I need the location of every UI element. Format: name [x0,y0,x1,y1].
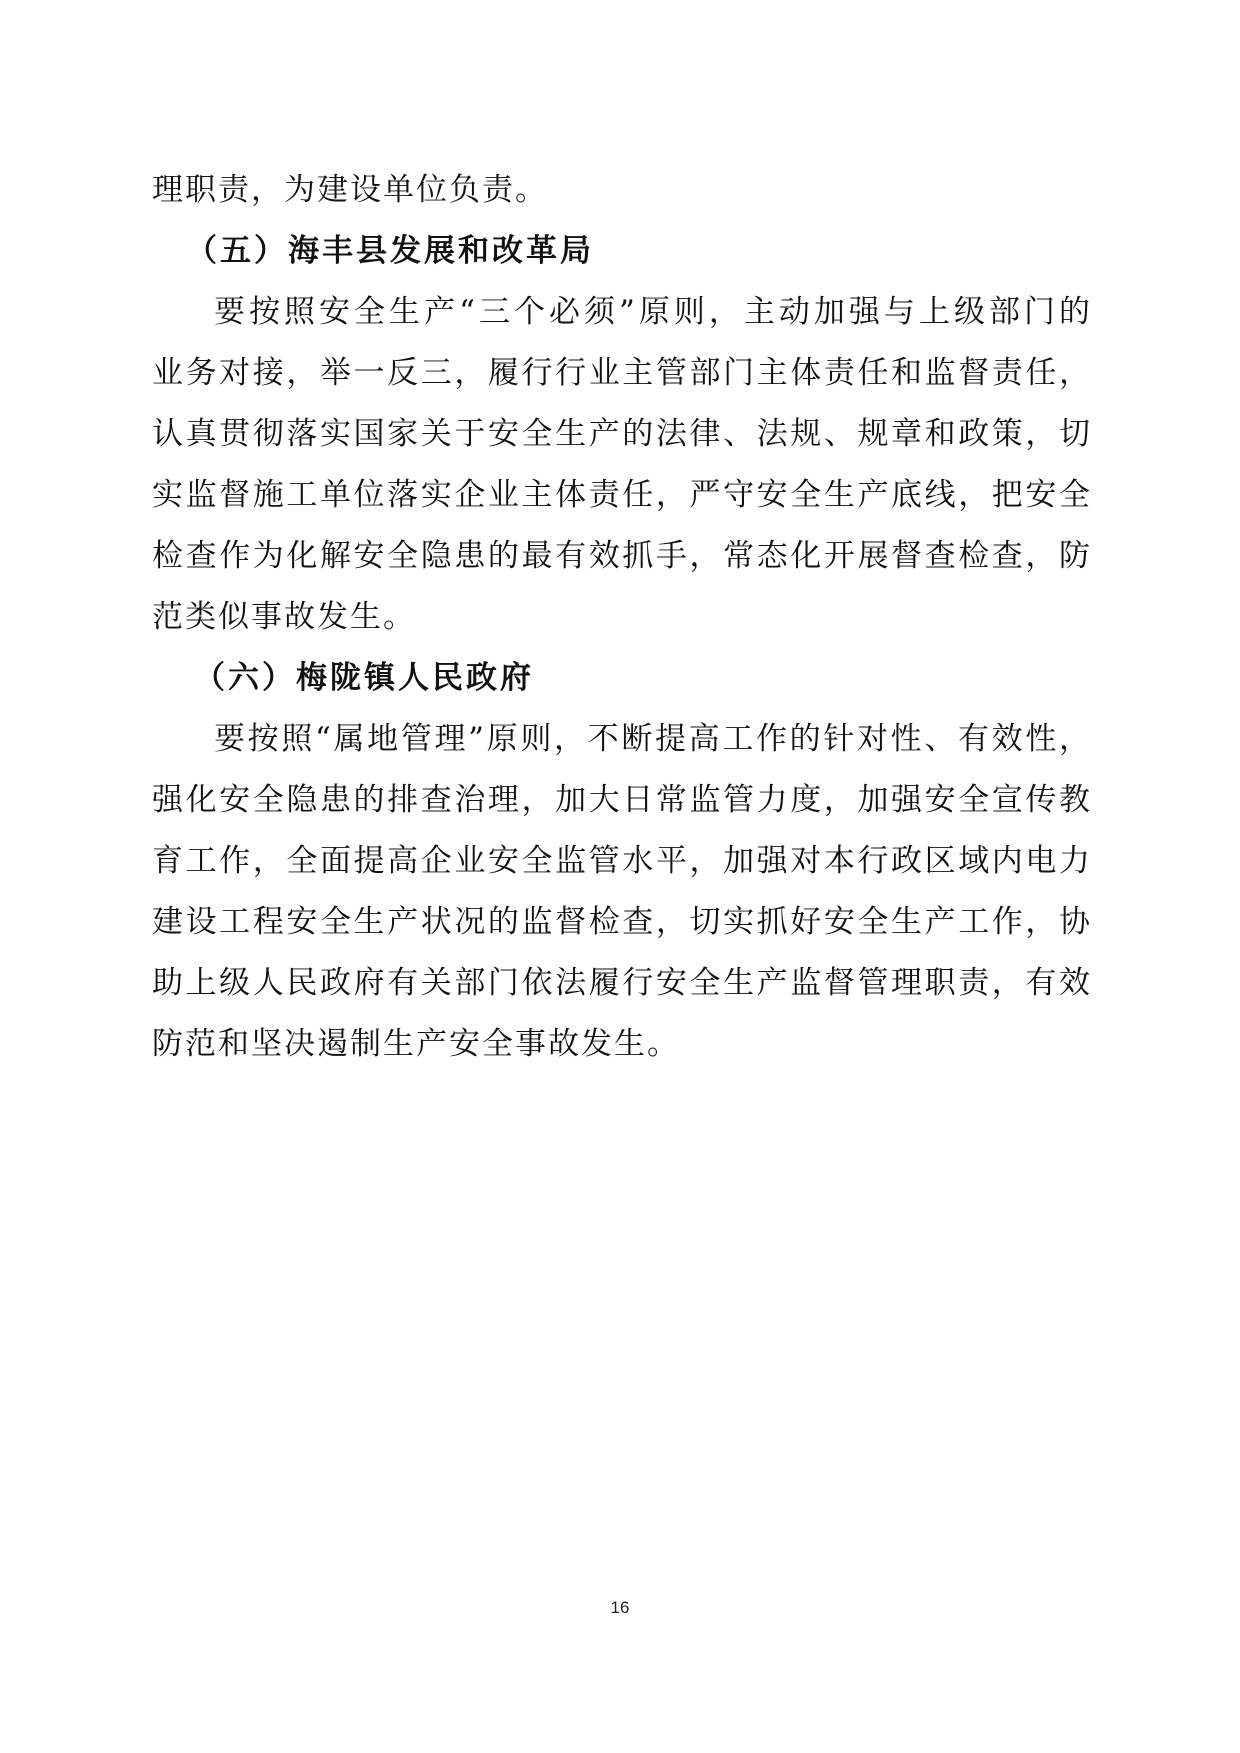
paragraph-line: 助上级人民政府有关部门依法履行安全生产监督管理职责，有效 [152,965,1092,1001]
paragraph-line: 业务对接，举一反三，履行行业主管部门主体责任和监督责任， [152,355,1092,391]
paragraph-line: 范类似事故发生。 [152,599,416,635]
section-heading-5: （五）海丰县发展和改革局 [186,233,594,269]
section-heading-6: （六）梅陇镇人民政府 [194,660,534,696]
document-body [152,160,1092,1075]
paragraph-line: 要按照“属地管理”原则，不断提高工作的针对性、有效性， [214,721,1092,757]
paragraph-line: 理职责，为建设单位负责。 [152,172,548,208]
paragraph-line: 检查作为化解安全隐患的最有效抓手，常态化开展督查检查，防 [152,538,1092,574]
paragraph-line: 强化安全隐患的排查治理，加大日常监管力度，加强安全宣传教 [152,782,1092,818]
paragraph-line: 认真贯彻落实国家关于安全生产的法律、法规、规章和政策，切 [152,416,1092,452]
page-number: 16 [610,1598,630,1617]
paragraph-line: 实监督施工单位落实企业主体责任，严守安全生产底线，把安全 [152,477,1092,513]
paragraph-line: 建设工程安全生产状况的监督检查，切实抓好安全生产工作，协 [152,904,1092,940]
paragraph-line: 育工作，全面提高企业安全监管水平，加强对本行政区域内电力 [152,843,1092,879]
paragraph-line: 防范和坚决遏制生产安全事故发生。 [152,1026,680,1062]
paragraph-line: 要按照安全生产“三个必须”原则，主动加强与上级部门的 [214,294,1092,330]
